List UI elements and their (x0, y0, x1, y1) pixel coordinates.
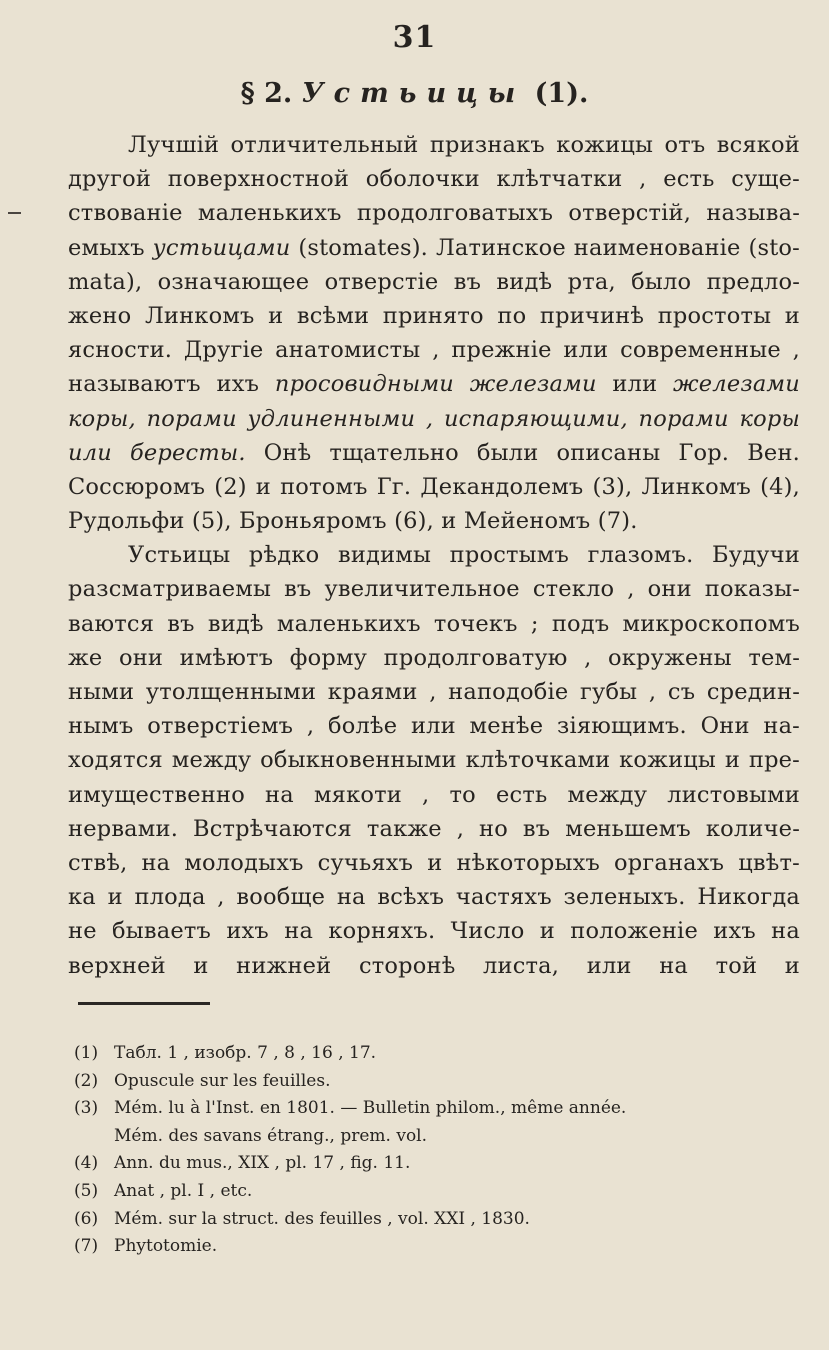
text-line: Рудольфи (5), Броньяромъ (6), и Мейеномъ (7). (68, 508, 638, 535)
text-line: ходятся между обыкновенными клѣточками кожицы и пре- (68, 747, 800, 774)
text-line: Устьицы рѣдко видимы простымъ глазомъ. Будучи (128, 542, 800, 569)
section-footnote-ref: (1). (534, 78, 589, 109)
text-fragment: Онѣ тщательно были описаны Гор. Вен. (245, 439, 800, 466)
footnote-number: (4) (74, 1153, 99, 1174)
footnote (74, 1068, 804, 1096)
text-line: нервами. Встрѣчаются также , но въ меньшемъ количе- (68, 815, 800, 842)
footnote-number: (5) (74, 1180, 99, 1201)
section-title (0, 78, 829, 109)
text-line: другой поверхностной оболочки клѣтчатки , есть суще- (68, 166, 800, 193)
text-fragment: емыхъ (68, 234, 153, 261)
main-text (68, 128, 800, 983)
italic-term: устьицами (152, 234, 291, 261)
footnote (74, 1040, 804, 1068)
footnote-number: (7) (74, 1236, 99, 1257)
footnote (74, 1150, 804, 1178)
footnote (74, 1178, 804, 1206)
footnote (74, 1206, 804, 1234)
italic-term: просовидными железами (274, 371, 597, 398)
section-heading: Устьицы (301, 78, 526, 109)
text-fragment: (stomates). Латинское наименованіе (sto- (290, 234, 800, 261)
text-fragment: или (596, 371, 674, 398)
text-line: нымъ отверстіемъ , болѣе или менѣе зіяющимъ. Они на- (68, 713, 800, 740)
footnote-text: Ann. du mus., XIX , pl. 17 , fig. 11. (114, 1153, 411, 1174)
text-line: разсматриваемы въ увеличительное стекло , они показы- (68, 576, 800, 603)
text-line (68, 367, 800, 401)
text-line: имущественно на мякоти , то есть между листовыми (68, 781, 800, 808)
text-line: ваются въ видѣ маленькихъ точекъ ; подъ микроскопомъ (68, 610, 800, 637)
text-line: не бываетъ ихъ на корняхъ. Число и положеніе ихъ на (68, 918, 800, 945)
text-line: ствѣ, на молодыхъ сучьяхъ и нѣкоторыхъ органахъ цвѣт- (68, 849, 800, 876)
italic-term: железами (673, 371, 800, 398)
margin-mark (8, 212, 21, 214)
text-line: Соссюромъ (2) и потомъ Гг. Декандолемъ (3), Линкомъ (4), (68, 473, 800, 500)
footnote-text: Phytotomie. (114, 1236, 218, 1257)
text-line: mata), означающее отверстіе въ видѣ рта, было предло- (68, 268, 800, 295)
footnote-number: (6) (74, 1208, 99, 1229)
footnote (74, 1233, 804, 1261)
text-line: Лучшій отличительный признакъ кожицы отъ всякой (128, 132, 800, 158)
section-number: § 2. (240, 78, 293, 109)
footnotes (74, 1040, 804, 1261)
text-line: жено Линкомъ и всѣми принято по причинѣ простоты и (68, 302, 800, 329)
text-line: верхней и нижней сторонѣ листа, или на той и (68, 952, 800, 979)
footnote-text: Mém. lu à l'Inst. en 1801. — Bulletin philom., même année. (114, 1098, 627, 1119)
footnote-text: Mém. des savans étrang., prem. vol. (114, 1125, 428, 1146)
footnote-text: Opuscule sur les feuilles. (114, 1070, 331, 1091)
footnote-text: Mém. sur la struct. des feuilles , vol. XXI , 1830. (114, 1208, 530, 1229)
text-line: ка и плода , вообще на всѣхъ частяхъ зеленыхъ. Никогда (68, 884, 800, 911)
footnote-number: (1) (74, 1043, 99, 1063)
text-line: же они имѣютъ форму продолговатую , окружены тем- (68, 644, 800, 671)
footnote-divider (78, 1002, 210, 1005)
footnote-number: (3) (74, 1098, 99, 1119)
italic-term: коры, порами удлиненными , испаряющими, порами коры (68, 405, 800, 432)
text-line (68, 402, 800, 436)
text-line (68, 231, 800, 265)
text-line (68, 436, 800, 470)
footnote-text: Anat , pl. I , etc. (114, 1180, 253, 1201)
footnote-number: (2) (74, 1070, 99, 1091)
footnote-continuation (74, 1123, 804, 1151)
text-fragment: называютъ ихъ (68, 371, 275, 398)
page-number: 31 (392, 20, 437, 55)
text-line: ствованіе маленькихъ продолговатыхъ отверстій, называ- (68, 200, 800, 227)
footnote-text: Табл. 1 , изобр. 7 , 8 , 16 , 17. (114, 1043, 377, 1063)
text-line: ными утолщенными краями , наподобіе губы , съ средин- (68, 679, 800, 705)
italic-term: или бересты. (68, 439, 246, 466)
text-line: ясности. Другіе анатомисты , прежніе или современные , (68, 337, 800, 364)
footnote (74, 1095, 804, 1123)
